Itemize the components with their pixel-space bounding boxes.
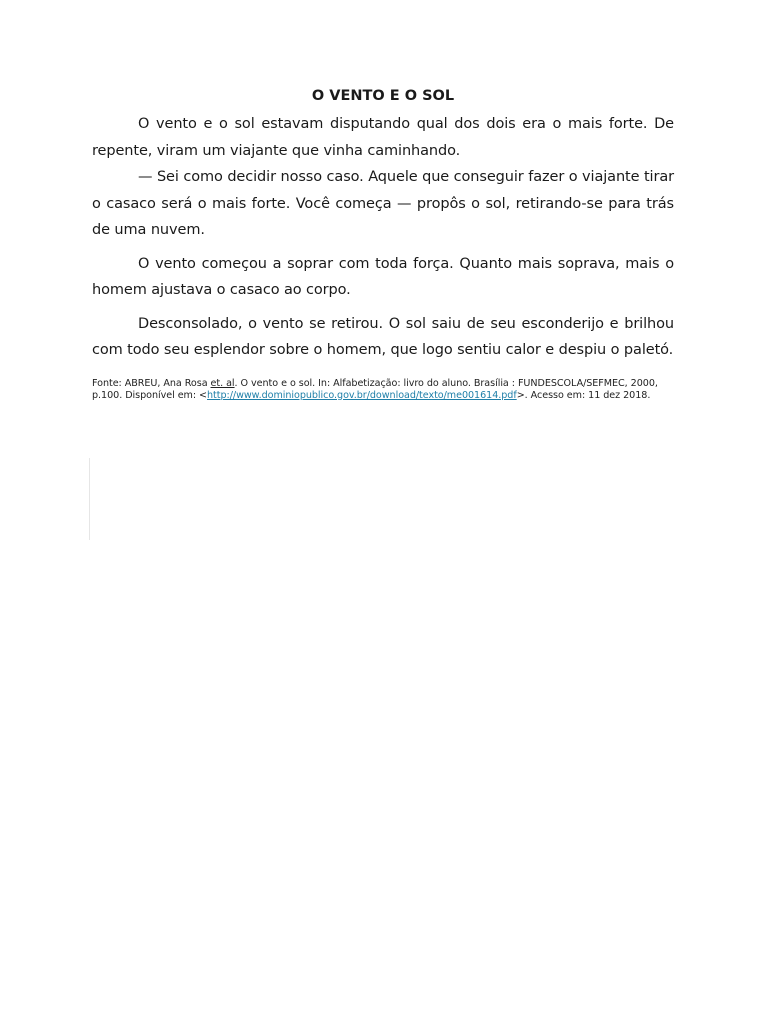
paragraph-2: — Sei como decidir nosso caso. Aquele que conseguir fazer o viajante tirar o casaco será o mais forte. Você começa — propôs o sol, retirando-se para trás de uma nuvem. (92, 169, 674, 238)
paragraph-3: O vento começou a soprar com toda força. Quanto mais soprava, mais o homem ajustava o casaco ao corpo. (92, 255, 674, 298)
document-page (92, 86, 674, 402)
source-citation (92, 378, 674, 402)
source-prefix: Fonte: ABREU, Ana Rosa (92, 377, 211, 389)
story-title: O VENTO E O SOL (311, 88, 455, 104)
source-link[interactable]: http://www.dominiopublico.gov.br/download/texto/me001614.pdf (207, 389, 517, 401)
source-suffix: >. Acesso em: 11 dez 2018. (516, 389, 651, 401)
paragraph-4: Desconsolado, o vento se retirou. O sol saiu de seu esconderijo e brilhou com todo seu esplendor sobre o homem, que logo sentiu calor e despiu o paletó. (92, 315, 674, 358)
page-margin-line (89, 458, 90, 540)
paragraph-1: O vento e o sol estavam disputando qual dos dois era o mais forte. De repente, viram um viajante que vinha caminhando. (92, 116, 674, 159)
source-etal: et. al (210, 377, 235, 389)
source-middle: . O vento e o sol. In: Alfabetização: livro do aluno. Brasília : FUNDESCOLA/SEFMEC, 2000, p.100. Disponível em: < (92, 377, 658, 401)
